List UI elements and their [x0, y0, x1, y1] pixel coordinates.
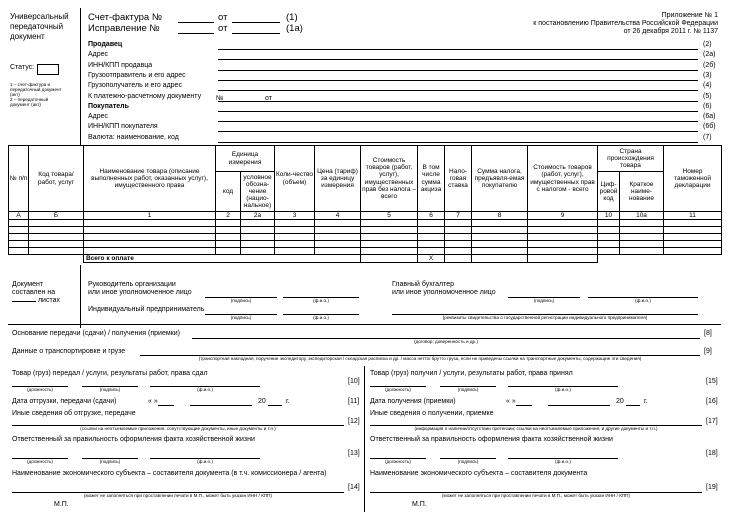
table-cell[interactable]	[664, 241, 722, 248]
table-cell[interactable]	[472, 248, 528, 255]
table-row	[9, 234, 722, 241]
idx-cell: 6	[418, 212, 445, 220]
table-cell[interactable]	[29, 241, 84, 248]
total-excise: X	[418, 255, 445, 263]
table-cell[interactable]	[528, 241, 598, 248]
table-cell[interactable]	[361, 241, 418, 248]
entity-num: [14]	[348, 484, 360, 491]
table-cell[interactable]	[445, 220, 472, 227]
hint-podpis: (подпись)	[99, 387, 121, 392]
left-divider	[80, 8, 81, 145]
idx-cell: 4	[315, 212, 361, 220]
header-row-label: Покупатель	[88, 102, 129, 110]
hint-dolzh: (должность)	[385, 387, 411, 392]
table-cell[interactable]	[9, 220, 29, 227]
sign-divider	[80, 265, 81, 328]
idx-cell: Б	[29, 212, 84, 220]
table-cell[interactable]	[445, 227, 472, 234]
hint-dolzh: (должность)	[27, 387, 53, 392]
hint-fio: (ф.и.о.)	[635, 298, 651, 303]
idx-cell: 10а	[620, 212, 664, 220]
payment-doc-no: №	[216, 95, 224, 102]
header-row-label: Грузополучатель и его адрес	[88, 82, 182, 90]
table-cell[interactable]	[528, 220, 598, 227]
table-cell[interactable]	[472, 227, 528, 234]
table-cell[interactable]	[598, 241, 620, 248]
th-qty: Коли-чество (объем)	[275, 146, 315, 212]
table-cell[interactable]	[472, 234, 528, 241]
transport-hint: (транспортная накладная, поручение экспедитору, экспедиторская / складская расписка и др. / масса нетто/ брутто груза, если не приведены ссылки на транспортные документы, содержащие эти сведения)	[198, 356, 642, 361]
date-g: г.	[286, 398, 290, 405]
correction-num: (1а)	[286, 23, 303, 34]
th-price: Цена (тариф) за единицу измерения	[315, 146, 361, 212]
table-cell[interactable]	[216, 248, 241, 255]
header-row-num: (7)	[703, 133, 712, 141]
basis-hint: (договор; доверенность и др.)	[414, 339, 478, 344]
accountant-label: Главный бухгалтер или иное уполномоченное лицо	[392, 281, 496, 296]
th-code: Код товара/ работ, услуг	[29, 146, 84, 212]
hint-requisites: (реквизиты свидетельства о государственной регистрации индивидуального предпринимателя)	[442, 315, 648, 320]
table-cell[interactable]	[361, 220, 418, 227]
other-num: [17]	[706, 418, 718, 425]
table-cell[interactable]	[29, 234, 84, 241]
invoice-num: (1)	[286, 12, 298, 23]
table-cell[interactable]	[84, 248, 216, 255]
header-row-label: К платежно-расчетному документу	[88, 92, 202, 100]
head-label: Руководитель организации или иное уполномоченное лицо	[88, 281, 192, 296]
index-row	[9, 212, 722, 220]
table-row	[9, 241, 722, 248]
header-row-num: (2б)	[703, 61, 716, 69]
table-cell[interactable]	[598, 220, 620, 227]
total-tax[interactable]	[472, 255, 528, 263]
table-cell[interactable]	[84, 234, 216, 241]
correction-from-label: от	[218, 23, 228, 34]
date-g: г.	[644, 398, 648, 405]
entity-hint: (может не заполняться при проставлении печати в М.П., может быть указан ИНН / КПП)	[442, 493, 630, 498]
table-cell[interactable]	[664, 220, 722, 227]
invoice-label: Счет-фактура №	[88, 12, 163, 23]
header-row-field[interactable]	[218, 90, 698, 91]
th-excise: В том числе сумма акциза	[418, 146, 445, 212]
total-row	[9, 255, 722, 263]
section-divider	[8, 324, 721, 325]
th-unit-code: код	[216, 172, 241, 212]
th-num: № п/п	[9, 146, 29, 212]
table-cell[interactable]	[598, 227, 620, 234]
table-cell[interactable]	[528, 234, 598, 241]
header-row-label: Адрес	[88, 51, 109, 59]
table-cell[interactable]	[598, 248, 620, 255]
date-quote: « »	[148, 398, 158, 405]
header-row-num: (6)	[703, 102, 712, 110]
table-cell[interactable]	[664, 248, 722, 255]
resp-label: Ответственный за правильность оформления факта хозяйственной жизни	[370, 436, 613, 443]
handed-label: Товар (груз) передал / услуги, результаты работ, права сдал	[12, 370, 208, 377]
header-row-label: Продавец	[88, 41, 123, 48]
hint-fio: (ф.и.о.)	[313, 298, 329, 303]
table-cell[interactable]	[361, 234, 418, 241]
header-row-field[interactable]	[218, 70, 698, 71]
table-cell[interactable]	[241, 248, 275, 255]
correction-date-field[interactable]	[232, 33, 280, 34]
th-unit-name: условное обозна-чение (нацио-нальное)	[241, 172, 275, 212]
entity-label: Наименование экономического субъекта – составителя документа	[370, 470, 588, 477]
table-cell[interactable]	[275, 241, 315, 248]
hint-podpis: (подпись)	[457, 387, 479, 392]
th-cost-with-tax: Стоимость товаров (работ, услуг), имущественных прав с налогом - всего	[528, 146, 598, 212]
transport-num: [9]	[704, 348, 712, 355]
table-cell[interactable]	[275, 234, 315, 241]
table-cell[interactable]	[29, 248, 84, 255]
date-year-field[interactable]	[268, 405, 282, 406]
table-cell[interactable]	[445, 241, 472, 248]
date-quote: « »	[506, 398, 516, 405]
table-row	[9, 248, 722, 255]
status-notes: 1 – счет-фактура и передаточный документ (акт) 2 – передаточный документ (акт)	[10, 82, 62, 107]
hint-fio: (ф.и.о.)	[555, 387, 571, 392]
entity-label: Наименование экономического субъекта – составителя документа (в т.ч. комиссионера / агента)	[12, 470, 327, 477]
header-row-num: (6а)	[703, 113, 716, 121]
header-row-field[interactable]	[218, 121, 698, 122]
resp-label: Ответственный за правильность оформления факта хозяйственной жизни	[12, 436, 255, 443]
idx-cell: 9	[528, 212, 598, 220]
status-field[interactable]	[37, 64, 59, 75]
table-cell[interactable]	[29, 220, 84, 227]
table-cell[interactable]	[315, 241, 361, 248]
th-unit: Единица измерения	[216, 146, 275, 172]
table-cell[interactable]	[664, 234, 722, 241]
th-country-name: Краткое наиме-нование	[620, 172, 664, 212]
header-row-num: (6б)	[703, 123, 716, 131]
th-rate: Нало-говая ставка	[445, 146, 472, 212]
received-label: Товар (груз) получил / услуги, результаты работ, права принял	[370, 370, 573, 377]
table-cell[interactable]	[84, 227, 216, 234]
header-row-num: (2)	[703, 41, 712, 48]
header-row-num: (5)	[703, 92, 712, 100]
date-month-field[interactable]	[548, 405, 610, 406]
transport-label: Данные о транспортировке и грузе	[12, 348, 126, 355]
table-cell[interactable]	[216, 220, 241, 227]
hint-fio: (ф.и.о.)	[197, 459, 213, 464]
doc-pages: Документ составлен на листах	[12, 281, 60, 304]
idx-cell: 2а	[241, 212, 275, 220]
idx-cell: 11	[664, 212, 722, 220]
appendix-note: Приложение № 1 к постановлению Правительства Российской Федерации от 26 декабря 2011 г. № 1137	[533, 12, 718, 35]
hint-dolzh: (должность)	[27, 459, 53, 464]
date-num: [16]	[706, 398, 718, 405]
table-cell[interactable]	[528, 227, 598, 234]
date-label: Дата отгрузки, передачи (сдачи)	[12, 398, 117, 405]
th-tax: Сумма налога, предъявля-емая покупателю	[472, 146, 528, 212]
header-row-field[interactable]	[218, 131, 698, 132]
date-day-field[interactable]	[158, 405, 174, 406]
invoice-from-label: от	[218, 12, 228, 23]
table-cell[interactable]	[9, 234, 29, 241]
hint-podpis: (подпись)	[533, 298, 555, 303]
idx-cell: 3	[275, 212, 315, 220]
table-cell[interactable]	[418, 220, 445, 227]
th-cost-without-tax: Стоимость товаров (работ, услуг), имущественных прав без налога – всего	[361, 146, 418, 212]
table-cell[interactable]	[361, 227, 418, 234]
table-cell[interactable]	[216, 234, 241, 241]
hint-dolzh: (должность)	[385, 459, 411, 464]
table-cell[interactable]	[445, 248, 472, 255]
header-row-field[interactable]	[218, 80, 698, 81]
table-cell[interactable]	[620, 248, 664, 255]
entity-num: [19]	[706, 484, 718, 491]
table-cell[interactable]	[241, 241, 275, 248]
table-cell[interactable]	[84, 220, 216, 227]
mp-label: М.П.	[412, 501, 427, 508]
table-cell[interactable]	[9, 241, 29, 248]
received-num: [15]	[706, 378, 718, 385]
date-year-field[interactable]	[626, 405, 640, 406]
hint-podpis: (подпись)	[230, 315, 252, 320]
other-label: Иные сведения об отгрузке, передаче	[12, 410, 136, 417]
header-row-num: (4)	[703, 82, 712, 90]
table-cell[interactable]	[84, 241, 216, 248]
header-row-label: Грузоотправитель и его адрес	[88, 71, 186, 79]
other-hint: (ссылки на неотъемлемые приложения, сопутствующие документы, иные документы и т.п.)	[80, 426, 276, 431]
table-cell[interactable]	[620, 241, 664, 248]
table-cell[interactable]	[598, 234, 620, 241]
table-cell[interactable]	[29, 227, 84, 234]
header-row-field[interactable]	[218, 101, 698, 102]
table-cell[interactable]	[445, 234, 472, 241]
table-row	[9, 220, 722, 227]
entrepreneur-label: Индивидуальный предприниматель	[88, 306, 205, 313]
table-cell[interactable]	[472, 241, 528, 248]
header-row-label: ИНН/КПП продавца	[88, 61, 153, 69]
invoice-date-field[interactable]	[232, 22, 280, 23]
th-country-code: Циф-ровой код	[598, 172, 620, 212]
hint-podpis: (подпись)	[99, 459, 121, 464]
doc-type-title: Универсальный передаточный документ	[10, 12, 69, 41]
table-cell[interactable]	[620, 234, 664, 241]
table-cell[interactable]	[241, 227, 275, 234]
resp-num: [18]	[706, 450, 718, 457]
table-cell[interactable]	[418, 227, 445, 234]
total-cost-w[interactable]	[528, 255, 598, 263]
other-hint: (информация о наличии/отсутствии претензии; ссылки на неотъемлемые приложения, и другие документы и т.п.)	[414, 426, 658, 431]
table-cell[interactable]	[418, 241, 445, 248]
table-cell[interactable]	[275, 220, 315, 227]
center-divider	[364, 366, 365, 512]
table-cell[interactable]	[528, 248, 598, 255]
table-cell[interactable]	[315, 248, 361, 255]
header-row-field[interactable]	[218, 59, 698, 60]
table-cell[interactable]	[9, 227, 29, 234]
header-row-field[interactable]	[218, 111, 698, 112]
idx-cell: 10	[598, 212, 620, 220]
entity-hint: (может не заполняться при проставлении печати в М.П., может быть указан ИНН / КПП)	[84, 493, 272, 498]
date-label: Дата получения (приемки)	[370, 398, 456, 405]
table-cell[interactable]	[241, 234, 275, 241]
idx-cell: 8	[472, 212, 528, 220]
table-cell[interactable]	[664, 227, 722, 234]
th-name: Наименование товара (описание выполненных работ, оказанных услуг), имущественного права	[84, 146, 216, 212]
table-cell[interactable]	[315, 234, 361, 241]
date-year: 20	[258, 398, 266, 405]
idx-cell: 7	[445, 212, 472, 220]
total-label: Всего к оплате	[84, 255, 361, 263]
basis-num: [8]	[704, 330, 712, 337]
table-cell[interactable]	[620, 227, 664, 234]
header-row-label: Валюта: наименование, код	[88, 133, 179, 141]
header-row-field[interactable]	[218, 142, 698, 143]
table-cell[interactable]	[9, 248, 29, 255]
resp-num: [13]	[348, 450, 360, 457]
table-cell[interactable]	[315, 227, 361, 234]
th-customs: Номер таможенной декларации	[664, 146, 722, 212]
table-cell[interactable]	[315, 220, 361, 227]
table-cell[interactable]	[241, 220, 275, 227]
invoice-number-field[interactable]	[178, 22, 214, 23]
table-cell[interactable]	[418, 234, 445, 241]
handed-num: [10]	[348, 378, 360, 385]
table-cell[interactable]	[620, 220, 664, 227]
hint-podpis: (подпись)	[457, 459, 479, 464]
hint-fio: (ф.и.о.)	[197, 387, 213, 392]
header-row-label: Адрес	[88, 113, 109, 121]
date-day-field[interactable]	[516, 405, 532, 406]
hint-fio: (ф.и.о.)	[555, 459, 571, 464]
table-cell[interactable]	[418, 248, 445, 255]
table-row	[9, 227, 722, 234]
hint-podpis: (подпись)	[230, 298, 252, 303]
table-cell[interactable]	[216, 227, 241, 234]
idx-cell: 5	[361, 212, 418, 220]
header-row-label: ИНН/КПП покупателя	[88, 123, 158, 131]
status-label: Статус:	[10, 64, 35, 71]
table-cell[interactable]	[275, 227, 315, 234]
basis-label: Основание передачи (сдачи) / получения (приемки)	[12, 330, 180, 337]
table-cell[interactable]	[216, 241, 241, 248]
header-row-num: (3)	[703, 71, 712, 79]
idx-cell: 1	[84, 212, 216, 220]
goods-table	[8, 145, 722, 263]
hint-fio: (ф.и.о.)	[313, 315, 329, 320]
date-num: [11]	[348, 398, 360, 405]
table-cell[interactable]	[472, 220, 528, 227]
header-row-field[interactable]	[218, 49, 698, 50]
date-month-field[interactable]	[190, 405, 252, 406]
idx-cell: А	[9, 212, 29, 220]
table-cell[interactable]	[361, 248, 418, 255]
other-num: [12]	[348, 418, 360, 425]
correction-number-field[interactable]	[178, 33, 214, 34]
th-country: Страна происхождения товара	[598, 146, 664, 172]
correction-label: Исправление №	[88, 23, 160, 34]
date-year: 20	[616, 398, 624, 405]
header-row-num: (2а)	[703, 51, 716, 59]
idx-cell: 2	[216, 212, 241, 220]
mp-label: М.П.	[54, 501, 69, 508]
other-label: Иные сведения о получении, приемке	[370, 410, 494, 417]
table-cell[interactable]	[275, 248, 315, 255]
payment-doc-from: от	[265, 95, 272, 102]
total-cost-wo[interactable]	[361, 255, 418, 263]
